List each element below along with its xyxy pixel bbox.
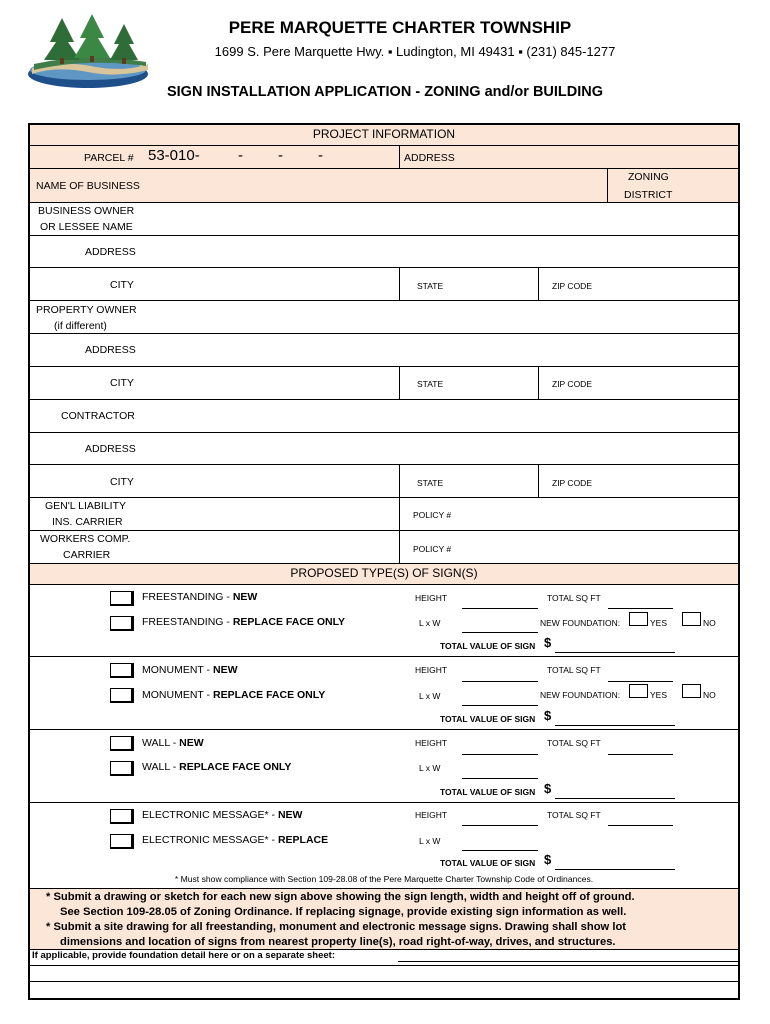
no-label: NO <box>703 618 716 628</box>
height-label: HEIGHT <box>415 665 448 675</box>
form-rule <box>30 235 738 236</box>
form-rule <box>30 965 738 966</box>
note-dimensions: dimensions and location of signs from nearest property line(s), road right-of-way, drives, and structures. <box>60 936 616 948</box>
contractor-zip-label: ZIP CODE <box>552 478 592 488</box>
height-field[interactable] <box>462 681 538 682</box>
dollar-sign: $ <box>544 635 552 650</box>
property-state-label: STATE <box>417 379 444 389</box>
form-rule <box>399 267 400 300</box>
form-rule <box>30 729 738 730</box>
freestanding-new-checkbox[interactable] <box>110 591 134 606</box>
property-owner-label: PROPERTY OWNER <box>36 304 137 316</box>
total-value-label: TOTAL VALUE OF SIGN <box>440 641 536 651</box>
district-label: DISTRICT <box>624 189 673 201</box>
sqft-field[interactable] <box>608 681 673 682</box>
form-rule <box>30 656 738 657</box>
property-zip-label: ZIP CODE <box>552 379 592 389</box>
freestanding-replace-label: FREESTANDING - REPLACE FACE ONLY <box>142 616 346 628</box>
total-value-label: TOTAL VALUE OF SIGN <box>440 714 536 724</box>
lxw-field[interactable] <box>462 778 538 779</box>
total-value-field[interactable] <box>555 725 675 726</box>
freestanding-new-label: FREESTANDING - NEW <box>142 591 258 603</box>
lxw-field[interactable] <box>462 632 538 633</box>
yes-label: YES <box>650 690 668 700</box>
form-rule <box>607 169 608 202</box>
form-rule <box>399 366 400 399</box>
form-rule <box>30 202 738 203</box>
monument-new-label: MONUMENT - NEW <box>142 664 238 676</box>
parcel-band <box>30 146 738 168</box>
lxw-field[interactable] <box>462 850 538 851</box>
contractor-label: CONTRACTOR <box>61 410 135 422</box>
owner-label: BUSINESS OWNER <box>38 205 135 217</box>
parcel-dash: - <box>278 147 283 164</box>
form-rule <box>30 464 738 465</box>
lxw-label: L x W <box>419 836 441 846</box>
parcel-label: PARCEL # <box>84 152 134 164</box>
business-name-label: NAME OF BUSINESS <box>36 180 140 192</box>
foundation-yes-checkbox[interactable] <box>629 684 648 698</box>
monument-new-checkbox[interactable] <box>110 663 134 678</box>
owner-address-label: ADDRESS <box>85 246 136 258</box>
height-label: HEIGHT <box>415 593 448 603</box>
freestanding-replace-checkbox[interactable] <box>110 616 134 631</box>
electronic-new-label: ELECTRONIC MESSAGE* - NEW <box>142 809 303 821</box>
lxw-label: L x W <box>419 691 441 701</box>
foundation-detail-field[interactable] <box>398 961 738 962</box>
form-rule <box>399 464 400 497</box>
height-label: HEIGHT <box>415 738 448 748</box>
contractor-address-label: ADDRESS <box>85 443 136 455</box>
lxw-label: L x W <box>419 763 441 773</box>
wall-new-label: WALL - NEW <box>142 737 204 749</box>
electronic-replace-checkbox[interactable] <box>110 834 134 849</box>
form-rule <box>30 530 738 531</box>
form-rule <box>30 497 738 498</box>
wall-new-checkbox[interactable] <box>110 736 134 751</box>
lxw-field[interactable] <box>462 705 538 706</box>
liability-policy-label: POLICY # <box>413 510 452 520</box>
if-different-label: (if different) <box>54 320 107 332</box>
form-rule <box>399 146 400 168</box>
height-field[interactable] <box>462 754 538 755</box>
workers-comp-label: WORKERS COMP. <box>40 533 131 545</box>
contractor-city-label: CITY <box>110 476 134 488</box>
address-label: ADDRESS <box>404 152 455 164</box>
electronic-replace-label: ELECTRONIC MESSAGE* - REPLACE <box>142 834 329 846</box>
note-drawing: * Submit a drawing or sketch for each new sign above showing the sign length, width and height off of ground. <box>46 891 635 903</box>
application-form <box>28 123 740 1000</box>
owner-city-label: CITY <box>110 279 134 291</box>
township-title: PERE MARQUETTE CHARTER TOWNSHIP <box>228 18 572 37</box>
total-value-field[interactable] <box>555 798 675 799</box>
application-title: SIGN INSTALLATION APPLICATION - ZONING and/or BUILDING <box>166 84 604 100</box>
form-rule <box>30 432 738 433</box>
sqft-label: TOTAL SQ FT <box>547 665 601 675</box>
foundation-label: NEW FOUNDATION: <box>540 618 621 628</box>
dollar-sign: $ <box>544 708 552 723</box>
electronic-new-checkbox[interactable] <box>110 809 134 824</box>
compliance-note: * Must show compliance with Section 109-28.08 of the Pere Marquette Charter Township Code of Ordinances. <box>174 874 594 884</box>
wall-replace-checkbox[interactable] <box>110 761 134 776</box>
workers-policy-label: POLICY # <box>413 544 452 554</box>
height-field[interactable] <box>462 825 538 826</box>
parcel-dash: - <box>238 147 243 164</box>
foundation-no-checkbox[interactable] <box>682 612 701 626</box>
owner-state-label: STATE <box>417 281 444 291</box>
form-rule <box>538 464 539 497</box>
signs-section-title: PROPOSED TYPE(S) OF SIGN(S) <box>290 566 478 580</box>
lxw-label: L x W <box>419 618 441 628</box>
form-rule <box>30 366 738 367</box>
property-city-label: CITY <box>110 377 134 389</box>
township-address: 1699 S. Pere Marquette Hwy. ▪ Ludington, MI 49431 ▪ (231) 845-1277 <box>214 44 616 59</box>
liability-label: GEN'L LIABILITY <box>45 500 126 512</box>
project-section-title: PROJECT INFORMATION <box>312 127 456 141</box>
note-section: See Section 109-28.05 of Zoning Ordinance. If replacing signage, provide existing sign information as well. <box>60 906 627 918</box>
parcel-value[interactable]: 53-010- <box>148 147 200 164</box>
dollar-sign: $ <box>544 852 552 867</box>
workers-carrier-label: CARRIER <box>63 549 111 561</box>
lessee-label: OR LESSEE NAME <box>40 221 133 233</box>
form-rule <box>30 802 738 803</box>
contractor-state-label: STATE <box>417 478 444 488</box>
form-rule <box>30 584 738 585</box>
yes-label: YES <box>650 618 668 628</box>
form-rule <box>30 333 738 334</box>
foundation-detail-label: If applicable, provide foundation detail here or on a separate sheet: <box>32 950 336 961</box>
sqft-field[interactable] <box>608 608 673 609</box>
zoning-label: ZONING <box>628 171 669 183</box>
form-rule <box>30 300 738 301</box>
monument-replace-label: MONUMENT - REPLACE FACE ONLY <box>142 689 326 701</box>
total-value-field[interactable] <box>555 652 675 653</box>
form-rule <box>30 267 738 268</box>
total-value-label: TOTAL VALUE OF SIGN <box>440 787 536 797</box>
ins-carrier-label: INS. CARRIER <box>52 516 123 528</box>
wall-replace-label: WALL - REPLACE FACE ONLY <box>142 761 292 773</box>
form-rule <box>30 399 738 400</box>
no-label: NO <box>703 690 716 700</box>
form-rule <box>30 981 738 982</box>
dollar-sign: $ <box>544 781 552 796</box>
total-value-label: TOTAL VALUE OF SIGN <box>440 858 536 868</box>
form-rule <box>538 366 539 399</box>
sqft-label: TOTAL SQ FT <box>547 593 601 603</box>
sqft-label: TOTAL SQ FT <box>547 738 601 748</box>
sqft-label: TOTAL SQ FT <box>547 810 601 820</box>
height-field[interactable] <box>462 608 538 609</box>
property-address-label: ADDRESS <box>85 344 136 356</box>
form-rule <box>538 267 539 300</box>
sqft-field[interactable] <box>608 825 673 826</box>
note-site-drawing: * Submit a site drawing for all freestanding, monument and electronic message signs. Drawing shall show lot <box>46 921 627 933</box>
sqft-field[interactable] <box>608 754 673 755</box>
foundation-label: NEW FOUNDATION: <box>540 690 621 700</box>
height-label: HEIGHT <box>415 810 448 820</box>
monument-replace-checkbox[interactable] <box>110 688 134 703</box>
total-value-field[interactable] <box>555 869 675 870</box>
owner-zip-label: ZIP CODE <box>552 281 592 291</box>
foundation-yes-checkbox[interactable] <box>629 612 648 626</box>
parcel-dash: - <box>318 147 323 164</box>
foundation-no-checkbox[interactable] <box>682 684 701 698</box>
